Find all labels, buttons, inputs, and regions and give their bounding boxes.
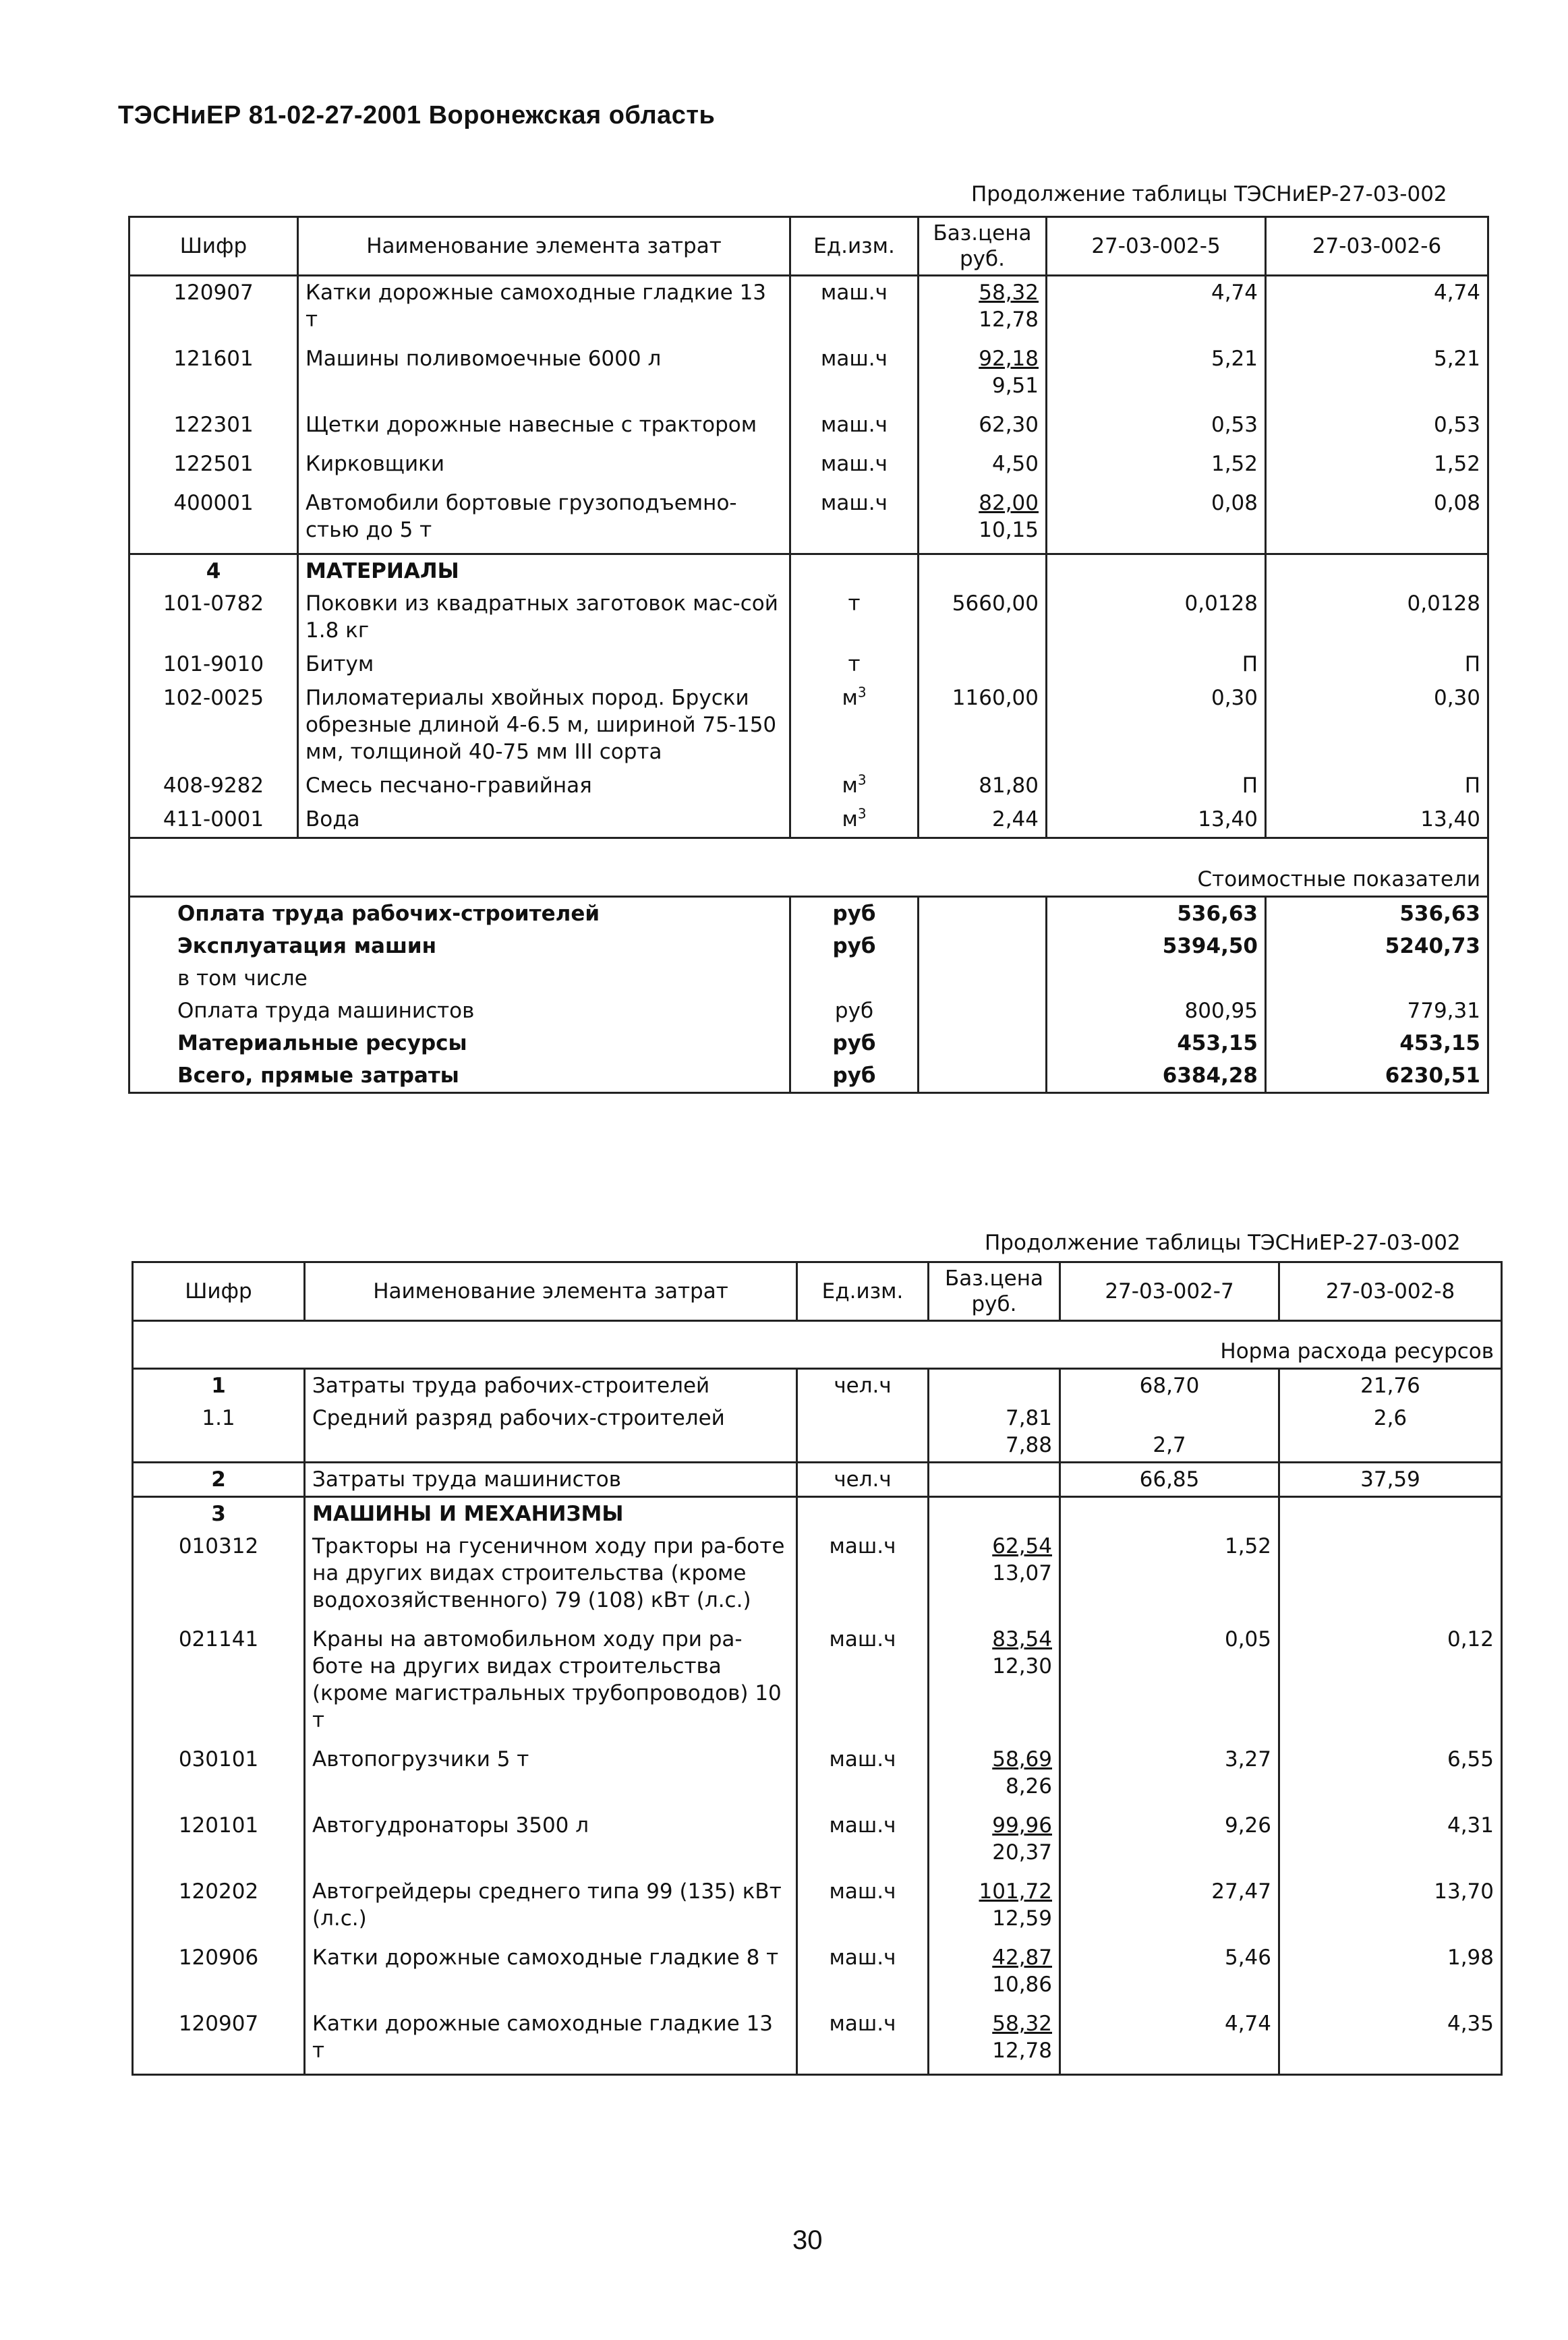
row-value-2: 0,0128 — [1266, 587, 1488, 648]
summary-value-2 — [1266, 962, 1488, 995]
row-unit — [790, 409, 919, 448]
row-value-1: 4,74 — [1047, 276, 1266, 343]
summary-unit: руб — [790, 930, 919, 962]
row-code: 1 — [133, 1369, 305, 1403]
row-code: 2 — [133, 1463, 305, 1497]
row-value-1: 0,30 — [1047, 682, 1266, 769]
price-top: 83,54 — [992, 1627, 1052, 1651]
row-unit — [797, 1743, 929, 1809]
unit-text: м — [842, 807, 858, 831]
section-title: МАШИНЫ И МЕХАНИЗМЫ — [305, 1497, 797, 1531]
summary-value-2: 779,31 — [1266, 995, 1488, 1027]
row-code: 1.1 — [133, 1402, 305, 1463]
price-top: 58,32 — [979, 281, 1039, 305]
table2 — [132, 1261, 1503, 2076]
col-v2-header: 27-03-002-8 — [1279, 1262, 1502, 1321]
row-value-2: 1,98 — [1279, 1941, 1502, 2008]
row-name: Затраты труда рабочих-строителей — [305, 1369, 797, 1403]
price-bottom: 12,59 — [992, 1906, 1052, 1931]
row-unit — [797, 2008, 929, 2075]
row-value-2: 1,52 — [1266, 448, 1488, 487]
col-unit-header: Ед.изм. — [790, 217, 919, 276]
row-code: 102-0025 — [129, 682, 298, 769]
row-value-2: 37,59 — [1279, 1463, 1502, 1497]
table-row — [129, 803, 1488, 838]
price-bottom: 20,37 — [992, 1840, 1052, 1865]
table-row — [133, 1623, 1502, 1743]
page-number: 30 — [792, 2225, 823, 2255]
row-unit — [790, 682, 919, 769]
price-bottom: 10,15 — [979, 518, 1039, 542]
table-row — [129, 409, 1488, 448]
unit-superscript: 3 — [857, 805, 867, 822]
row-unit — [790, 448, 919, 487]
summary-row — [129, 930, 1488, 962]
row-value-1: 5,46 — [1060, 1941, 1279, 2008]
price-top: 58,69 — [992, 1747, 1052, 1772]
table1-materials-body — [129, 587, 1488, 838]
unit-text: маш.ч — [829, 1627, 896, 1651]
row-price: 62,30 — [919, 409, 1047, 448]
price-bottom: 8,26 — [1005, 1774, 1052, 1798]
summary-label: Оплата труда машинистов — [129, 995, 790, 1027]
row-price — [929, 1875, 1060, 1941]
row-value-2: 0,12 — [1279, 1623, 1502, 1743]
summary-row — [129, 1027, 1488, 1059]
summary-unit: руб — [790, 1059, 919, 1093]
row-unit — [790, 587, 919, 648]
row-unit — [790, 343, 919, 409]
norm-header: Норма расхода ресурсов — [1060, 1321, 1502, 1369]
cost-header: Стоимостные показатели — [129, 838, 1488, 897]
summary-value-1: 536,63 — [1047, 897, 1266, 931]
row-price — [929, 2008, 1060, 2075]
row-price: 81,80 — [919, 769, 1047, 803]
summary-row — [129, 962, 1488, 995]
row-code: 120202 — [133, 1875, 305, 1941]
norm-header-row — [133, 1321, 1502, 1369]
row-price — [919, 276, 1047, 343]
section-row-machines — [133, 1497, 1502, 1531]
row-price: 2,44 — [919, 803, 1047, 838]
row-unit: чел.ч — [797, 1463, 929, 1497]
row-value-2: П — [1266, 769, 1488, 803]
summary-value-2: 536,63 — [1266, 897, 1488, 931]
col-code-header: Шифр — [133, 1262, 305, 1321]
summary-row — [129, 897, 1488, 931]
col-unit-header: Ед.изм. — [797, 1262, 929, 1321]
row-price — [929, 1743, 1060, 1809]
row-name: Автогрейдеры среднего типа 99 (135) кВт (л.с.) — [305, 1875, 797, 1941]
row-code: 120101 — [133, 1809, 305, 1875]
price-bottom: 10,86 — [992, 1972, 1052, 1997]
price-top: 62,54 — [992, 1534, 1052, 1558]
summary-spacer — [919, 1027, 1047, 1059]
summary-spacer — [919, 930, 1047, 962]
row-price — [919, 343, 1047, 409]
unit-text: маш.ч — [829, 1946, 896, 1970]
row-value-2: 4,35 — [1279, 2008, 1502, 2075]
row-value-1: 5,21 — [1047, 343, 1266, 409]
col-v1-header: 27-03-002-5 — [1047, 217, 1266, 276]
row-name: Катки дорожные самоходные гладкие 13 т — [305, 2008, 797, 2075]
unit-text: т — [848, 652, 861, 676]
table2-header-row — [133, 1262, 1502, 1321]
row-name: Вода — [298, 803, 790, 838]
row-name: Поковки из квадратных заготовок мас-сой 1.8 кг — [298, 587, 790, 648]
row-unit — [790, 803, 919, 838]
price-bottom: 12,78 — [979, 308, 1039, 332]
row-value-1: 1,52 — [1047, 448, 1266, 487]
row-name: Щетки дорожные навесные с трактором — [298, 409, 790, 448]
row-value-1: 2,7 — [1060, 1402, 1279, 1463]
summary-value-1 — [1047, 962, 1266, 995]
row-value-1: 3,27 — [1060, 1743, 1279, 1809]
row-price: 7,81 7,88 — [929, 1402, 1060, 1463]
row-name: Автомобили бортовые грузоподъемно-стью до 5 т — [298, 487, 790, 554]
summary-value-1: 6384,28 — [1047, 1059, 1266, 1093]
unit-text: маш.ч — [829, 1879, 896, 1904]
table1-summary-body — [129, 897, 1488, 1093]
row-price: 1160,00 — [919, 682, 1047, 769]
row-code: 120907 — [129, 276, 298, 343]
row-code: 010312 — [133, 1530, 305, 1623]
row-code: 030101 — [133, 1743, 305, 1809]
row-value-2: 4,31 — [1279, 1809, 1502, 1875]
row-value-1: 1,52 — [1060, 1530, 1279, 1623]
row-price — [929, 1809, 1060, 1875]
summary-spacer — [919, 962, 1047, 995]
summary-row — [129, 995, 1488, 1027]
row-value-2: 13,70 — [1279, 1875, 1502, 1941]
row-value-1: П — [1047, 769, 1266, 803]
table2-machines-body — [133, 1530, 1502, 2075]
row-value-1: 68,70 — [1060, 1369, 1279, 1403]
unit-text: м — [842, 686, 858, 710]
row-value-2: 0,30 — [1266, 682, 1488, 769]
price-bottom: 13,07 — [992, 1561, 1052, 1585]
row-code: 120907 — [133, 2008, 305, 2075]
row-name: Смесь песчано-гравийная — [298, 769, 790, 803]
summary-label: в том числе — [129, 962, 790, 995]
page-title: ТЭСНиЕР 81-02-27-2001 Воронежская область — [118, 101, 716, 129]
row-name: Катки дорожные самоходные гладкие 13 т — [298, 276, 790, 343]
price-top: 92,18 — [979, 347, 1039, 371]
price-top: 58,32 — [992, 2012, 1052, 2036]
row-unit — [790, 769, 919, 803]
row-value-1: 0,53 — [1047, 409, 1266, 448]
row-value-2: 5,21 — [1266, 343, 1488, 409]
row-value-2: 0,08 — [1266, 487, 1488, 554]
summary-value-2: 6230,51 — [1266, 1059, 1488, 1093]
row-name: Автогудронаторы 3500 л — [305, 1809, 797, 1875]
row-name: Машины поливомоечные 6000 л — [298, 343, 790, 409]
row-name: Затраты труда машинистов — [305, 1463, 797, 1497]
unit-text: маш.ч — [821, 347, 888, 371]
col-name-header: Наименование элемента затрат — [305, 1262, 797, 1321]
table-row — [129, 487, 1488, 554]
summary-value-1: 453,15 — [1047, 1027, 1266, 1059]
row-code: 408-9282 — [129, 769, 298, 803]
row-name: Средний разряд рабочих-строителей — [305, 1402, 797, 1463]
summary-spacer — [919, 897, 1047, 931]
unit-text: маш.ч — [829, 1747, 896, 1772]
price-bottom: 9,51 — [991, 374, 1039, 398]
row-code: 101-0782 — [129, 587, 298, 648]
row-name: Пиломатериалы хвойных пород. Бруски обрезные длиной 4-6.5 м, шириной 75-150 мм, толщиной 40-75 мм III сорта — [298, 682, 790, 769]
summary-unit: руб — [790, 1027, 919, 1059]
unit-text: маш.ч — [829, 2012, 896, 2036]
row-price — [929, 1623, 1060, 1743]
price-top: 101,72 — [979, 1879, 1052, 1904]
row-value-1: 66,85 — [1060, 1463, 1279, 1497]
table1 — [128, 216, 1489, 1094]
row-code: 411-0001 — [129, 803, 298, 838]
unit-text: маш.ч — [821, 281, 888, 305]
table-row — [129, 343, 1488, 409]
table-row — [133, 1530, 1502, 1623]
table1-machines-body — [129, 276, 1488, 554]
row-code: 400001 — [129, 487, 298, 554]
row-value-1: 0,0128 — [1047, 587, 1266, 648]
row-value-1: 27,47 — [1060, 1875, 1279, 1941]
summary-row — [129, 1059, 1488, 1093]
section-code: 4 — [129, 554, 298, 588]
table-row — [133, 1743, 1502, 1809]
unit-text: маш.ч — [821, 413, 888, 437]
row-value-2: 4,74 — [1266, 276, 1488, 343]
table-row — [129, 769, 1488, 803]
summary-spacer — [919, 995, 1047, 1027]
row-unit — [790, 648, 919, 682]
row-name: Краны на автомобильном ходу при ра-боте на других видах строительства (кроме магистральных трубопроводов) 10 т — [305, 1623, 797, 1743]
row-value-2: 2,6 — [1279, 1402, 1502, 1463]
table-row — [129, 648, 1488, 682]
row-code: 122501 — [129, 448, 298, 487]
unit-text: маш.ч — [821, 452, 888, 476]
row-value-2: 13,40 — [1266, 803, 1488, 838]
col-price-header: Баз.цена руб. — [929, 1262, 1060, 1321]
row-unit — [790, 487, 919, 554]
row-unit: чел.ч — [797, 1369, 929, 1403]
summary-label: Материальные ресурсы — [129, 1027, 790, 1059]
price-top: 99,96 — [992, 1813, 1052, 1838]
price-top: 42,87 — [992, 1946, 1052, 1970]
table-row — [133, 1402, 1502, 1463]
row-price — [929, 1530, 1060, 1623]
row-code: 021141 — [133, 1623, 305, 1743]
row-value-1: 0,05 — [1060, 1623, 1279, 1743]
table-row — [129, 448, 1488, 487]
row-code: 122301 — [129, 409, 298, 448]
summary-value-1: 800,95 — [1047, 995, 1266, 1027]
summary-value-2: 453,15 — [1266, 1027, 1488, 1059]
row-value-2: 21,76 — [1279, 1369, 1502, 1403]
table-row — [129, 682, 1488, 769]
row-value-1: П — [1047, 648, 1266, 682]
unit-superscript: 3 — [857, 771, 867, 788]
row-unit — [797, 1875, 929, 1941]
table2-caption: Продолжение таблицы ТЭСНиЕР-27-03-002 — [985, 1231, 1461, 1255]
row-value-2: 6,55 — [1279, 1743, 1502, 1809]
price-top: 82,00 — [979, 491, 1039, 515]
row-name: Тракторы на гусеничном ходу при ра-боте на других видах строительства (кроме водохозяйственного) 79 (108) кВт (л.с.) — [305, 1530, 797, 1623]
row-value-2: 0,53 — [1266, 409, 1488, 448]
row-unit — [797, 1809, 929, 1875]
section-row-materials — [129, 554, 1488, 588]
row-name: Катки дорожные самоходные гладкие 8 т — [305, 1941, 797, 2008]
unit-text: т — [848, 591, 861, 616]
row-value-2: П — [1266, 648, 1488, 682]
summary-unit — [790, 962, 919, 995]
row-code: 121601 — [129, 343, 298, 409]
col-name-header: Наименование элемента затрат — [298, 217, 790, 276]
col-code-header: Шифр — [129, 217, 298, 276]
unit-superscript: 3 — [857, 684, 867, 701]
table1-header-row — [129, 217, 1488, 276]
row-price: 5660,00 — [919, 587, 1047, 648]
col-v2-header: 27-03-002-6 — [1266, 217, 1488, 276]
col-v1-header: 27-03-002-7 — [1060, 1262, 1279, 1321]
row-unit — [797, 1623, 929, 1743]
row-value-1: 4,74 — [1060, 2008, 1279, 2075]
summary-label: Всего, прямые затраты — [129, 1059, 790, 1093]
col-price-header: Баз.цена руб. — [919, 217, 1047, 276]
row-code: 101-9010 — [129, 648, 298, 682]
row-price — [919, 648, 1047, 682]
table-row — [133, 1941, 1502, 2008]
unit-text: маш.ч — [829, 1534, 896, 1558]
price-bottom: 12,78 — [992, 2039, 1052, 2063]
section-code: 3 — [133, 1497, 305, 1531]
summary-unit: руб — [790, 995, 919, 1027]
summary-value-2: 5240,73 — [1266, 930, 1488, 962]
summary-spacer — [919, 1059, 1047, 1093]
row-code: 120906 — [133, 1941, 305, 2008]
price-bottom: 12,30 — [992, 1654, 1052, 1678]
row-unit — [797, 1941, 929, 2008]
table-row — [133, 2008, 1502, 2075]
row-price: 4,50 — [919, 448, 1047, 487]
unit-text: м — [842, 773, 858, 798]
summary-unit: руб — [790, 897, 919, 931]
unit-text: маш.ч — [829, 1813, 896, 1838]
row-unit — [790, 276, 919, 343]
table-row — [133, 1369, 1502, 1403]
row-value-1: 9,26 — [1060, 1809, 1279, 1875]
row-name: Битум — [298, 648, 790, 682]
table-row — [129, 587, 1488, 648]
unit-text: маш.ч — [821, 491, 888, 515]
table-row — [133, 1463, 1502, 1497]
row-value-1: 13,40 — [1047, 803, 1266, 838]
summary-label: Эксплуатация машин — [129, 930, 790, 962]
summary-label: Оплата труда рабочих-строителей — [129, 897, 790, 931]
row-value-1: 0,08 — [1047, 487, 1266, 554]
summary-value-1: 5394,50 — [1047, 930, 1266, 962]
row-name: Автопогрузчики 5 т — [305, 1743, 797, 1809]
row-price — [919, 487, 1047, 554]
row-name: Кирковщики — [298, 448, 790, 487]
table-row — [133, 1875, 1502, 1941]
row-value-2 — [1279, 1530, 1502, 1623]
row-unit — [797, 1530, 929, 1623]
table-row — [129, 276, 1488, 343]
cost-header-row — [129, 838, 1488, 897]
row-price — [929, 1941, 1060, 2008]
table1-caption: Продолжение таблицы ТЭСНиЕР-27-03-002 — [971, 182, 1447, 206]
table-row — [133, 1809, 1502, 1875]
section-title: МАТЕРИАЛЫ — [298, 554, 790, 588]
